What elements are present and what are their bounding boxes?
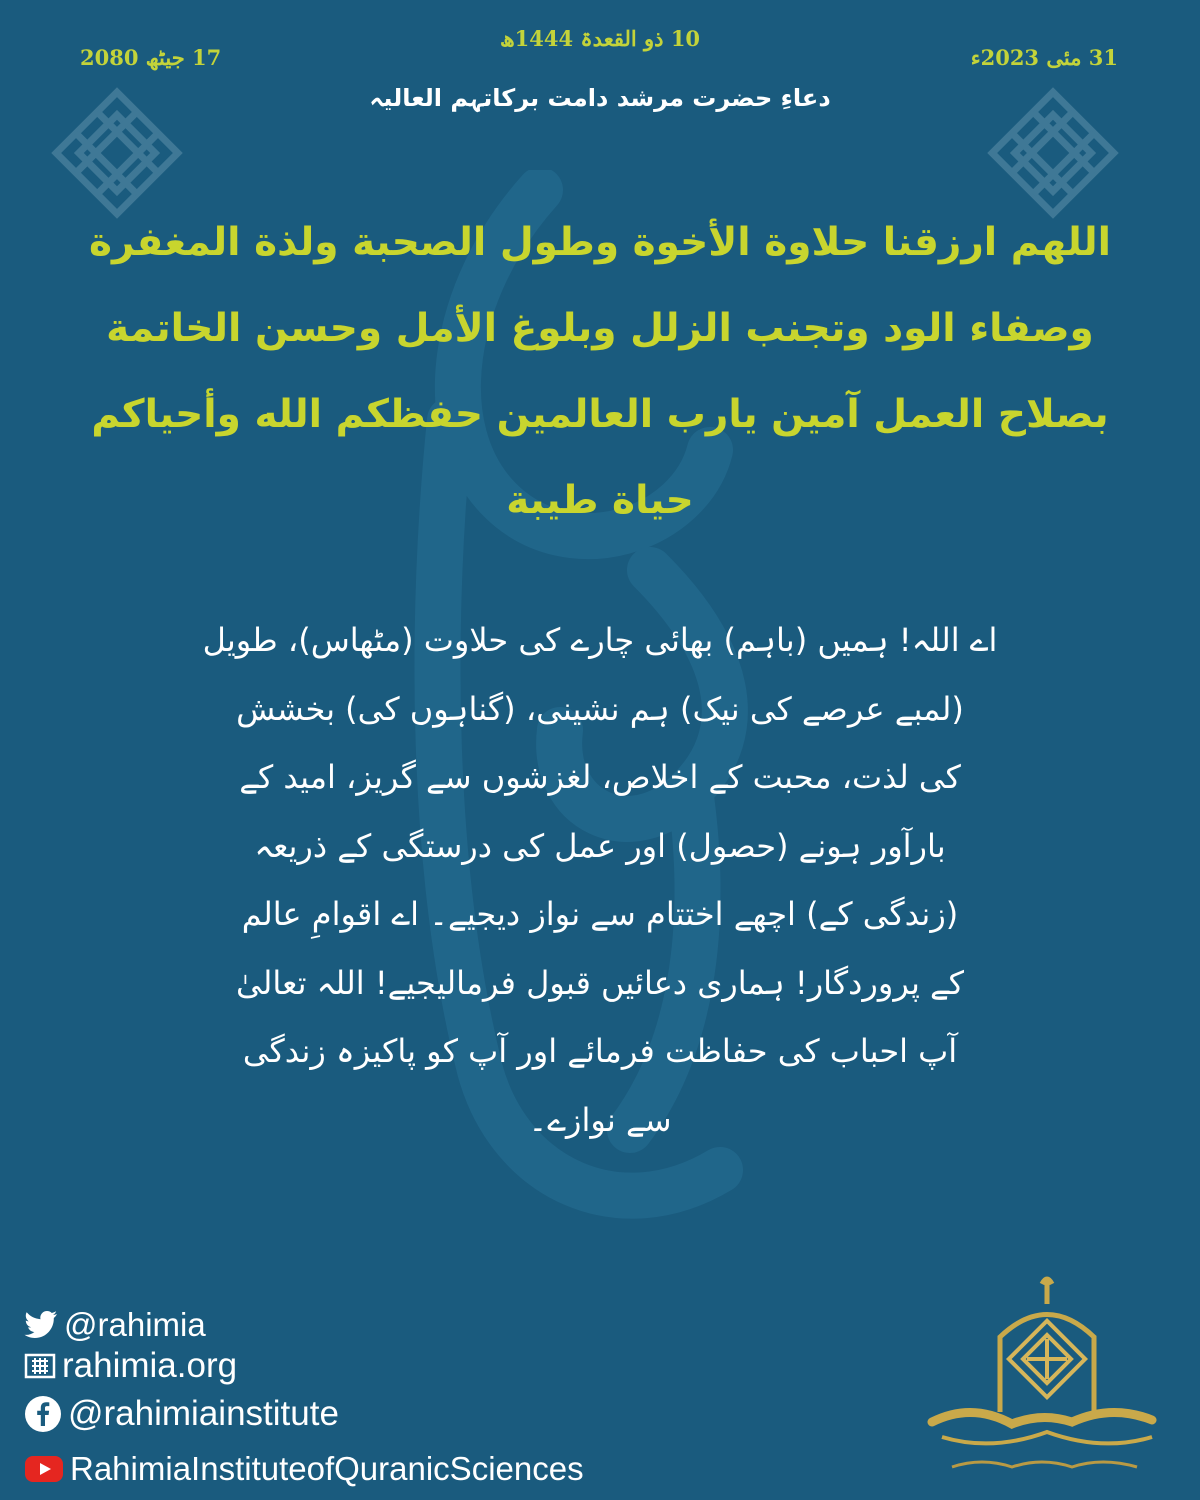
arabic-line: اللهم ارزقنا حلاوة الأخوة وطول الصحبة ولذة المغفرة <box>89 220 1111 265</box>
urdu-line: اے اللہ! ہمیں (باہم) بھائی چارے کی حلاوت (مٹھاس)، طویل <box>202 621 998 659</box>
vikram-date: 17 جیٹھ 2080 <box>80 45 222 70</box>
arabic-dua <box>70 200 1130 544</box>
urdu-translation <box>150 606 1050 1154</box>
urdu-line: (لمبے عرصے کی نیک) ہم نشینی، (گناہوں کی) بخشش <box>236 689 964 728</box>
twitter-handle: @rahimia <box>64 1306 206 1343</box>
urdu-line: کے پروردگار! ہماری دعائیں قبول فرمالیجیے! اللہ تعالیٰ <box>235 963 965 1002</box>
arabic-line: حياة طيبة <box>506 478 694 523</box>
urdu-line: سے نوازے۔ <box>528 1100 672 1139</box>
hijri-date: 10 ذو القعدۃ 1444ھ <box>499 26 701 51</box>
gregorian-date: 31 مئی 2023ء <box>970 45 1118 70</box>
facebook-link[interactable] <box>24 1394 339 1434</box>
youtube-link[interactable] <box>24 1450 584 1488</box>
dua-heading: دعاءِ حضرت مرشد دامت برکاتہم العالیہ <box>369 84 831 112</box>
arabic-line: وصفاء الود وتجنب الزلل وبلوغ الأمل وحسن الخاتمة <box>106 306 1094 351</box>
urdu-line: کی لذت، محبت کے اخلاص، لغزشوں سے گریز، امید کے <box>239 758 961 796</box>
rahimia-logo <box>912 1262 1182 1492</box>
twitter-link[interactable] <box>24 1306 206 1344</box>
youtube-icon <box>24 1454 64 1484</box>
urdu-line: آپ احباب کی حفاظت فرمائے اور آپ کو پاکیزہ زندگی <box>242 1032 958 1070</box>
website-url: rahimia.org <box>62 1346 238 1385</box>
arabic-line: بصلاح العمل آمين يارب العالمين حفظكم الله وأحياكم <box>91 392 1109 437</box>
urdu-line: (زندگی کے) اچھے اختتام سے نواز دیجیے۔ اے اقوامِ عالم <box>241 895 959 933</box>
twitter-icon <box>24 1310 58 1340</box>
facebook-icon <box>24 1395 62 1433</box>
youtube-channel: RahimiaInstituteofQuranicSciences <box>70 1450 584 1487</box>
facebook-handle: @rahimiainstitute <box>68 1394 339 1433</box>
website-knot-icon <box>24 1352 56 1380</box>
website-link[interactable] <box>24 1346 237 1386</box>
urdu-line: بارآور ہونے (حصول) اور عمل کی درستگی کے ذریعہ <box>254 826 946 865</box>
